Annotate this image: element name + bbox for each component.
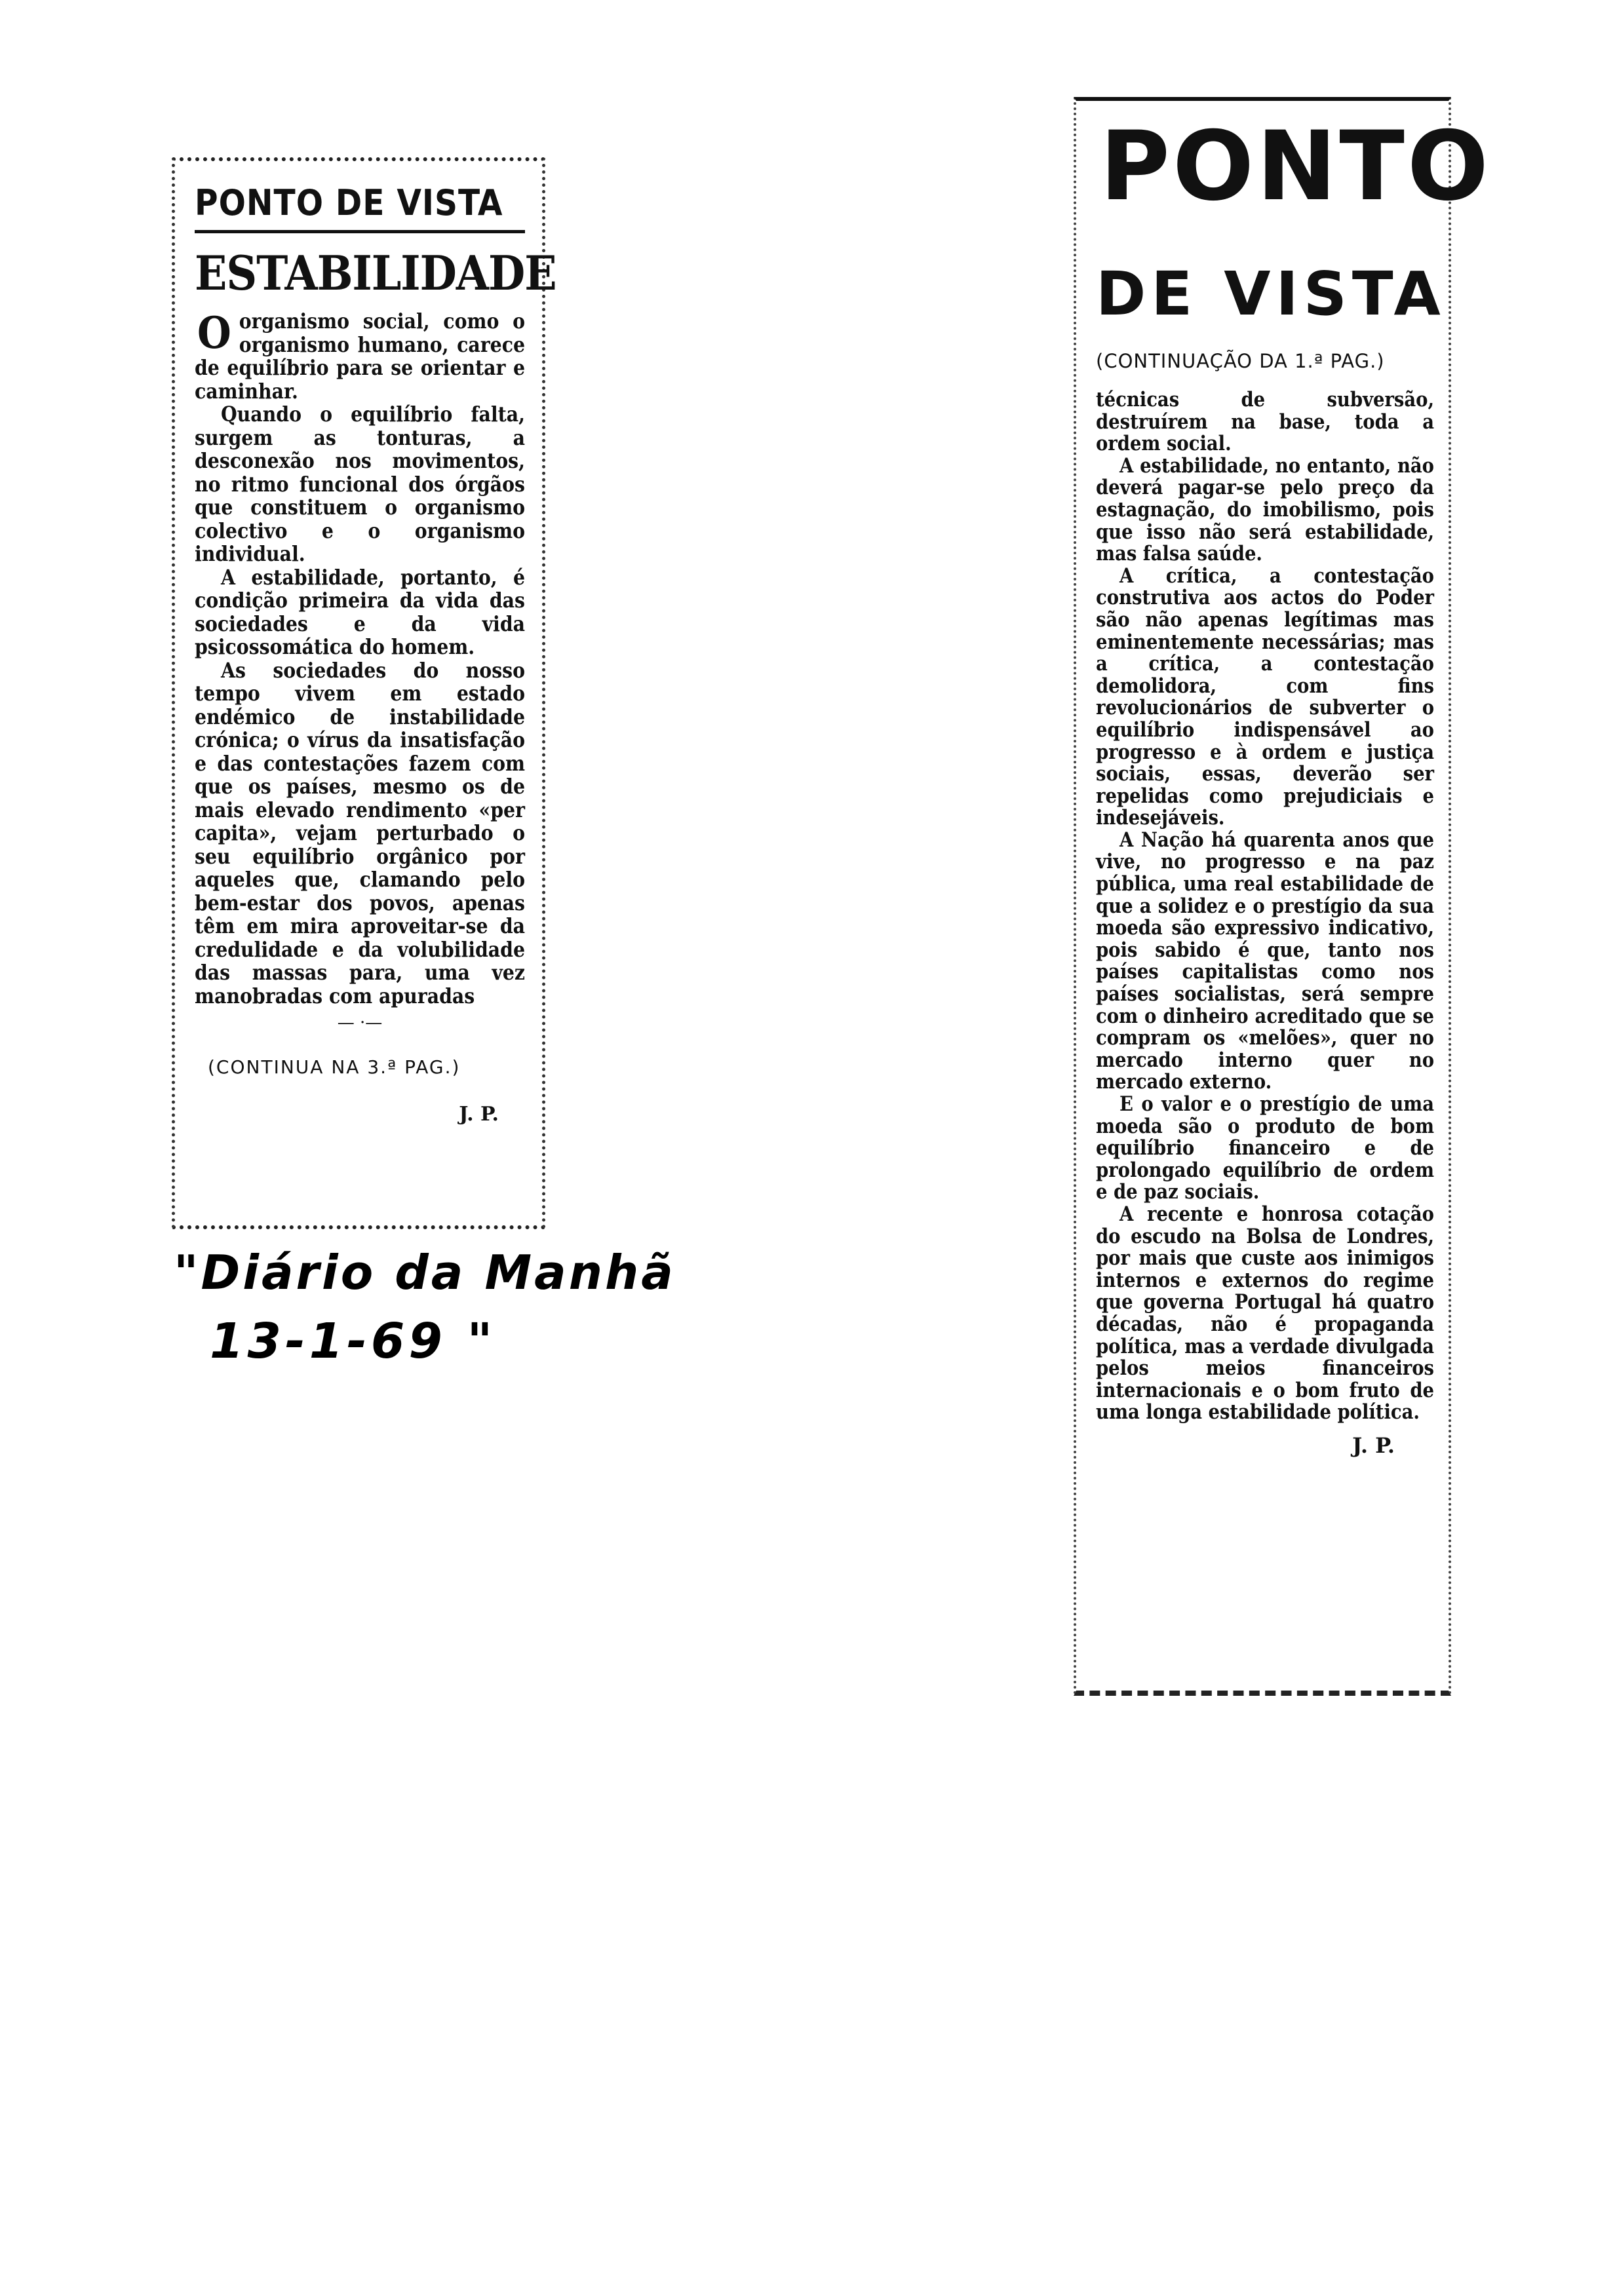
- article-body: [195, 307, 525, 1008]
- paragraph-2: A estabilidade, no entanto, não deverá pagar-se pelo preço da estagnação, do imobilismo, pois que isso não será estabilidade, mas falsa saúde.: [1096, 453, 1434, 566]
- paragraph-2: Quando o equilíbrio falta, surgem as tonturas, a desconexão nos movimentos, no ritmo funcional dos órgãos que constituem o organismo colectivo e o organismo individual.: [195, 402, 525, 566]
- column-kicker: PONTO DE VISTA: [195, 182, 525, 233]
- paragraph-5: E o valor e o prestígio de uma moeda são o produto de bom equilíbrio financeiro e de prolongado equilíbrio de ordem e de paz sociais.: [1096, 1092, 1434, 1204]
- article-clipping-right: [1074, 97, 1492, 1696]
- drop-cap: O: [197, 307, 231, 358]
- article-body: [1096, 389, 1434, 1424]
- paragraph-1: [195, 307, 525, 404]
- separator-dash: — ·—: [337, 1013, 383, 1033]
- paragraph-4: A Nação há quarenta anos que vive, no progresso e na paz pública, uma real estabilidade de que a solidez e o prestígio da sua moeda são expressivo indicativo, pois sabido é que, tanto nos países capitalistas como nos países socialistas, será sempre com o dinheiro acreditado que se compram os «melões», quer no mercado interno quer no mercado externo.: [1096, 828, 1434, 1094]
- article-clipping-left: [172, 157, 556, 1229]
- title-line-1: PONTO: [1100, 111, 1492, 222]
- paragraph-4: As sociedades do nosso tempo vivem em estado endémico de instabilidade crónica; o vírus da insatisfação e das contestações fazem com que os países, mesmo os de mais elevado rendimento «per capita», vejam perturbado o seu equilíbrio orgânico por aqueles que, clamando pelo bem-estar dos povos, apenas têm em mira aproveitar-se da credulidade e da volubilidade das massas para, uma vez manobradas com apuradas: [195, 658, 525, 1008]
- handwritten-source: "Diário da Manhã: [174, 1245, 676, 1300]
- author-signature: J. P.: [459, 1103, 499, 1126]
- paragraph-3: A estabilidade, portanto, é condição primeira da vida das sociedades e da vida psicossomática do homem.: [195, 565, 525, 659]
- continuation-note: (CONTINUA NA 3.ª PAG.): [208, 1056, 461, 1078]
- handwritten-date: 13-1-69 ": [210, 1313, 497, 1369]
- continuation-note: (CONTINUAÇÃO DA 1.ª PAG.): [1096, 350, 1385, 372]
- article-headline: ESTABILIDADE: [195, 245, 556, 301]
- paragraph-6: A recente e honrosa cotação do escudo na Bolsa de Londres, por mais que custe aos inimigos internos e externos do regime que governa Portugal há quatro décadas, não é propaganda política, mas a verdade divulgada pelos meios financeiros internacionais e o bom fruto de uma longa estabilidade política.: [1096, 1202, 1434, 1425]
- title-line-2: DE VISTA: [1096, 259, 1446, 329]
- author-signature: J. P.: [1352, 1432, 1395, 1458]
- paragraph-1-text: organismo social, como o organismo humano, carece de equilíbrio para se orientar e caminhar.: [195, 309, 525, 404]
- paragraph-3: A crítica, a contestação construtiva aos actos do Poder são não apenas legítimas mas eminentemente necessárias; mas a crítica, a contestação demolidora, com fins revolucionários de subverter o equilíbrio indispensável ao progresso e à ordem e justiça sociais, essas, deverão ser repelidas como prejudiciais e indesejáveis.: [1096, 564, 1434, 830]
- paragraph-1: técnicas de subversão, destruírem na base, toda a ordem social.: [1096, 388, 1434, 456]
